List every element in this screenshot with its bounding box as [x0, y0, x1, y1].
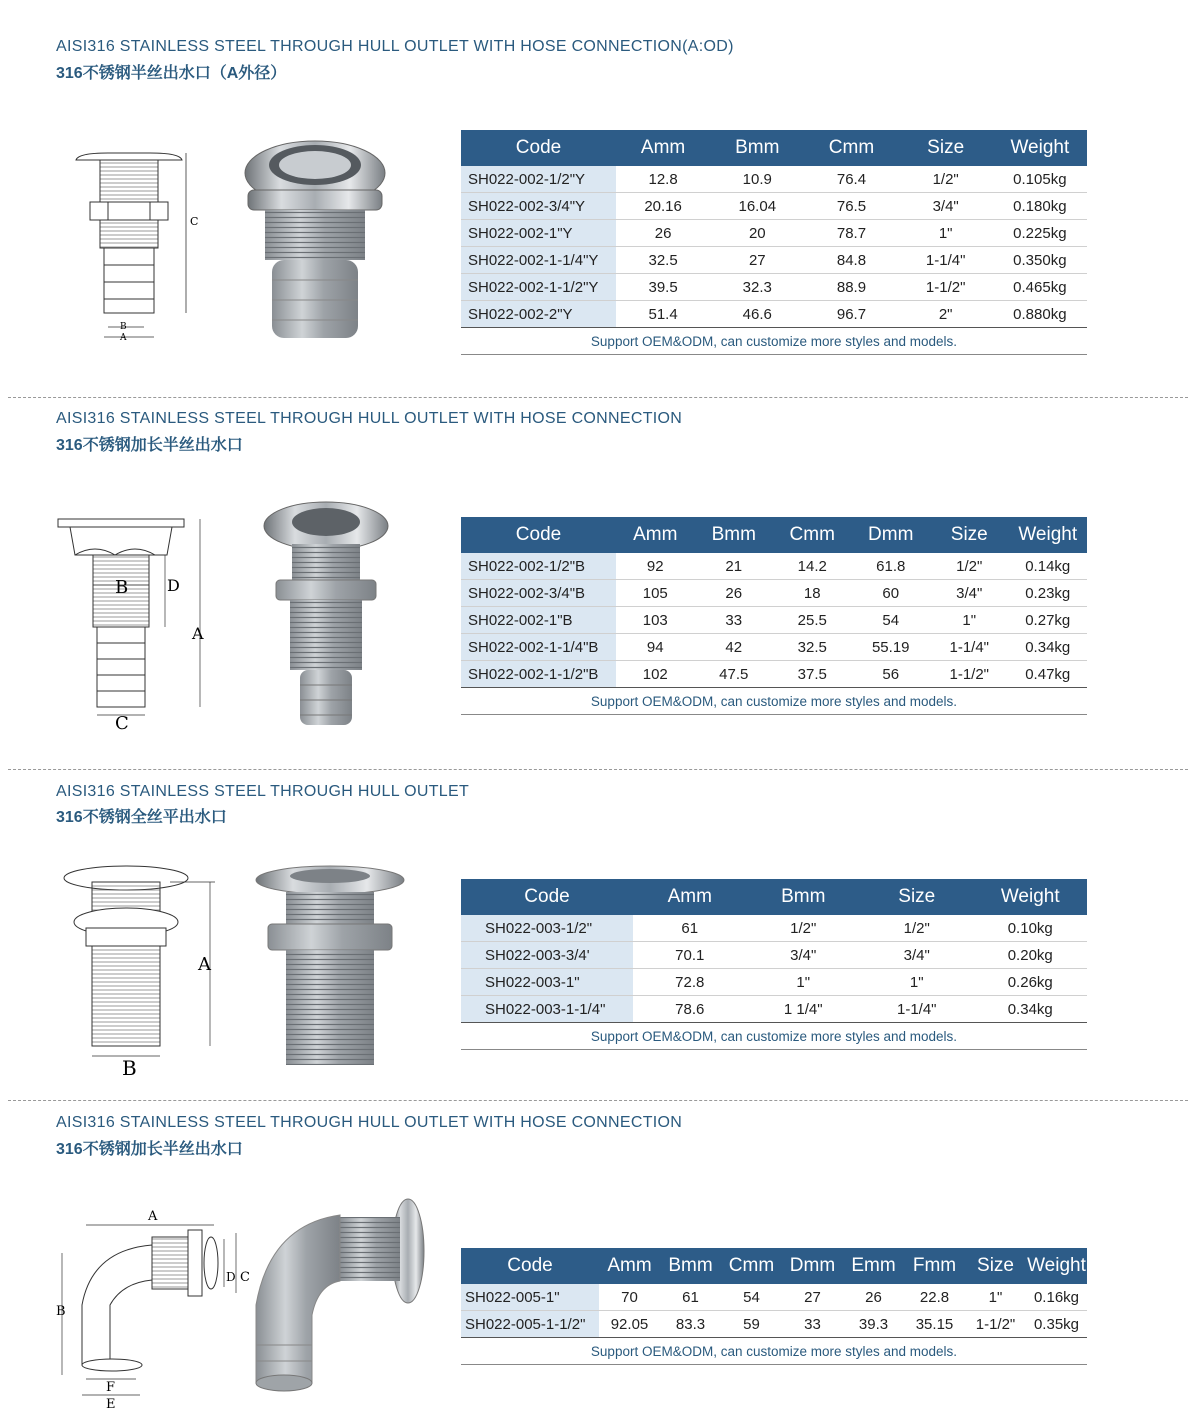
table-cell: 0.14kg	[1009, 553, 1088, 580]
table-cell: 32.5	[773, 634, 852, 661]
table-cell: 0.880kg	[993, 301, 1087, 328]
table-cell-code: SH022-002-2"Y	[461, 301, 616, 328]
table-header: Dmm	[782, 1248, 843, 1284]
table-cell-code: SH022-003-1/2"	[461, 915, 633, 942]
table-cell: 3/4"	[930, 580, 1009, 607]
table-cell: 78.7	[804, 220, 898, 247]
table-cell: 61	[633, 915, 747, 942]
table-cell: 1"	[965, 1284, 1026, 1311]
table-cell: 61	[660, 1284, 721, 1311]
table-header: Code	[461, 517, 616, 553]
table-header: Amm	[616, 517, 695, 553]
table-cell: 1/2"	[930, 553, 1009, 580]
table-cell: 27	[782, 1284, 843, 1311]
table-cell: 3/4"	[899, 193, 993, 220]
table-cell: 33	[695, 607, 774, 634]
table-cell: 0.225kg	[993, 220, 1087, 247]
table-header: Amm	[616, 130, 710, 166]
table-row	[461, 553, 1087, 580]
table-row	[461, 193, 1087, 220]
table-cell: 22.8	[904, 1284, 965, 1311]
table-row	[461, 607, 1087, 634]
table-cell-code: SH022-002-1/2"B	[461, 553, 616, 580]
table-cell-code: SH022-003-3/4'	[461, 942, 633, 969]
table-cell: 0.47kg	[1009, 661, 1088, 688]
drawing-label-d: D	[167, 576, 180, 595]
table-cell: 54	[852, 607, 931, 634]
oem-note: Support OEM&ODM, can customize more styles and models.	[461, 1338, 1087, 1365]
table-header: Weight	[1009, 517, 1088, 553]
table-cell: 55.19	[852, 634, 931, 661]
drawing-label-e: E	[106, 1397, 116, 1412]
section-1-title-en: AISI316 STAINLESS STEEL THROUGH HULL OUTLET WITH HOSE CONNECTION(A:OD)	[56, 38, 734, 55]
table-cell: 39.3	[843, 1311, 904, 1338]
section-1-title-cn: 316不锈钢半丝出水口（A外径）	[56, 65, 287, 82]
table-header: Size	[965, 1248, 1026, 1284]
table-cell: 26	[616, 220, 710, 247]
table-cell: 59	[721, 1311, 782, 1338]
table-header: Code	[461, 879, 633, 915]
table-cell: 35.15	[904, 1311, 965, 1338]
table-cell: 83.3	[660, 1311, 721, 1338]
table-cell: 37.5	[773, 661, 852, 688]
section-1-technical-drawing	[68, 145, 208, 345]
table-row	[461, 915, 1087, 942]
table-header: Cmm	[804, 130, 898, 166]
table-cell: 1/2"	[860, 915, 974, 942]
table-cell: 88.9	[804, 274, 898, 301]
section-4-technical-drawing	[52, 1205, 257, 1415]
section-divider	[8, 769, 1188, 770]
section-4-title-cn: 316不锈钢加长半丝出水口	[56, 1141, 243, 1158]
table-cell: 16.04	[710, 193, 804, 220]
table-header: Weight	[974, 879, 1088, 915]
table-cell: 0.16kg	[1026, 1284, 1087, 1311]
table-cell: 3/4"	[747, 942, 861, 969]
table-cell: 20	[710, 220, 804, 247]
section-1-spec-table	[461, 130, 1087, 355]
table-header: Bmm	[747, 879, 861, 915]
table-cell: 76.5	[804, 193, 898, 220]
table-cell: 70	[599, 1284, 660, 1311]
section-2-title-cn: 316不锈钢加长半丝出水口	[56, 437, 243, 454]
table-cell: 25.5	[773, 607, 852, 634]
table-cell: 76.4	[804, 166, 898, 193]
table-header: Fmm	[904, 1248, 965, 1284]
table-cell-code: SH022-005-1"	[461, 1284, 599, 1311]
table-cell: 20.16	[616, 193, 710, 220]
table-cell: 1"	[899, 220, 993, 247]
table-cell: 0.180kg	[993, 193, 1087, 220]
table-cell: 0.26kg	[974, 969, 1088, 996]
oem-note: Support OEM&ODM, can customize more styles and models.	[461, 1023, 1087, 1050]
table-cell-code: SH022-005-1-1/2"	[461, 1311, 599, 1338]
table-cell: 0.34kg	[1009, 634, 1088, 661]
section-2-title-en: AISI316 STAINLESS STEEL THROUGH HULL OUTLET WITH HOSE CONNECTION	[56, 410, 683, 427]
table-cell: 1-1/2"	[965, 1311, 1026, 1338]
table-header: Emm	[843, 1248, 904, 1284]
table-row	[461, 634, 1087, 661]
section-4-product-photo	[240, 1195, 440, 1395]
table-cell: 14.2	[773, 553, 852, 580]
section-2-product-photo	[258, 500, 398, 730]
table-cell: 39.5	[616, 274, 710, 301]
table-cell: 2"	[899, 301, 993, 328]
section-4-title-en: AISI316 STAINLESS STEEL THROUGH HULL OUTLET WITH HOSE CONNECTION	[56, 1114, 683, 1131]
table-header: Code	[461, 130, 616, 166]
table-cell: 0.10kg	[974, 915, 1088, 942]
table-header: Weight	[1026, 1248, 1087, 1284]
table-cell: 1-1/4"	[899, 247, 993, 274]
table-cell: 1/2"	[747, 915, 861, 942]
table-row	[461, 969, 1087, 996]
drawing-label-a: A	[192, 624, 204, 643]
table-row	[461, 247, 1087, 274]
section-4-spec-table	[461, 1248, 1087, 1365]
table-cell: 0.350kg	[993, 247, 1087, 274]
drawing-label-f: F	[106, 1380, 116, 1395]
table-row	[461, 661, 1087, 688]
table-row	[461, 580, 1087, 607]
table-cell: 0.105kg	[993, 166, 1087, 193]
table-cell: 94	[616, 634, 695, 661]
table-cell: 105	[616, 580, 695, 607]
table-header: Bmm	[710, 130, 804, 166]
table-header: Amm	[633, 879, 747, 915]
table-header: Size	[930, 517, 1009, 553]
table-row	[461, 996, 1087, 1023]
table-cell: 26	[695, 580, 774, 607]
table-row	[461, 1284, 1087, 1311]
drawing-label-b: B	[120, 322, 127, 332]
table-header: Weight	[993, 130, 1087, 166]
table-header: Bmm	[660, 1248, 721, 1284]
table-cell: 46.6	[710, 301, 804, 328]
table-cell: 102	[616, 661, 695, 688]
table-cell: 96.7	[804, 301, 898, 328]
table-cell: 3/4"	[860, 942, 974, 969]
table-cell: 18	[773, 580, 852, 607]
table-cell: 0.27kg	[1009, 607, 1088, 634]
table-cell: 0.35kg	[1026, 1311, 1087, 1338]
table-cell: 60	[852, 580, 931, 607]
table-cell: 1-1/4"	[930, 634, 1009, 661]
table-cell: 12.8	[616, 166, 710, 193]
table-header: Size	[860, 879, 974, 915]
table-cell: 0.465kg	[993, 274, 1087, 301]
table-cell: 84.8	[804, 247, 898, 274]
oem-note: Support OEM&ODM, can customize more styles and models.	[461, 328, 1087, 355]
oem-note: Support OEM&ODM, can customize more styles and models.	[461, 688, 1087, 715]
table-cell: 0.23kg	[1009, 580, 1088, 607]
table-cell: 72.8	[633, 969, 747, 996]
table-cell-code: SH022-002-1-1/2"Y	[461, 274, 616, 301]
section-3-spec-table	[461, 879, 1087, 1050]
table-cell: 0.34kg	[974, 996, 1088, 1023]
table-header: Amm	[599, 1248, 660, 1284]
table-cell: 56	[852, 661, 931, 688]
table-cell: 27	[710, 247, 804, 274]
table-cell-code: SH022-002-3/4"Y	[461, 193, 616, 220]
table-cell: 51.4	[616, 301, 710, 328]
table-header: Cmm	[773, 517, 852, 553]
table-row	[461, 220, 1087, 247]
table-header: Dmm	[852, 517, 931, 553]
table-cell-code: SH022-003-1"	[461, 969, 633, 996]
table-row	[461, 301, 1087, 328]
section-2-spec-table	[461, 517, 1087, 715]
table-cell-code: SH022-002-1-1/4"Y	[461, 247, 616, 274]
table-cell: 78.6	[633, 996, 747, 1023]
table-cell-code: SH022-002-1"B	[461, 607, 616, 634]
drawing-label-c: C	[115, 713, 129, 734]
table-cell: 70.1	[633, 942, 747, 969]
table-cell: 21	[695, 553, 774, 580]
table-cell: 92	[616, 553, 695, 580]
table-cell: 26	[843, 1284, 904, 1311]
section-divider	[8, 1100, 1188, 1101]
table-header: Code	[461, 1248, 599, 1284]
table-header: Cmm	[721, 1248, 782, 1284]
table-header: Size	[899, 130, 993, 166]
table-cell: 1"	[747, 969, 861, 996]
table-cell: 0.20kg	[974, 942, 1088, 969]
table-cell: 42	[695, 634, 774, 661]
table-cell: 10.9	[710, 166, 804, 193]
table-cell: 1-1/2"	[930, 661, 1009, 688]
table-cell: 54	[721, 1284, 782, 1311]
drawing-label-c: C	[240, 1270, 250, 1285]
table-row	[461, 274, 1087, 301]
table-cell: 1/2"	[899, 166, 993, 193]
drawing-label-d: D	[226, 1270, 236, 1284]
section-divider	[8, 397, 1188, 398]
drawing-label-b: B	[115, 577, 129, 598]
section-3-product-photo	[252, 862, 412, 1072]
table-row	[461, 942, 1087, 969]
table-cell-code: SH022-002-1"Y	[461, 220, 616, 247]
drawing-label-c: C	[190, 215, 199, 228]
table-cell: 92.05	[599, 1311, 660, 1338]
table-cell-code: SH022-002-1/2"Y	[461, 166, 616, 193]
table-cell: 33	[782, 1311, 843, 1338]
table-cell: 1 1/4"	[747, 996, 861, 1023]
table-cell: 32.5	[616, 247, 710, 274]
table-cell: 1-1/4"	[860, 996, 974, 1023]
section-2-technical-drawing	[55, 515, 215, 735]
table-cell: 61.8	[852, 553, 931, 580]
table-cell: 32.3	[710, 274, 804, 301]
section-3-technical-drawing	[60, 860, 220, 1085]
section-1-product-photo	[240, 135, 390, 345]
table-cell: 1"	[930, 607, 1009, 634]
section-3-title-en: AISI316 STAINLESS STEEL THROUGH HULL OUTLET	[56, 783, 470, 800]
table-row	[461, 1311, 1087, 1338]
drawing-label-b: B	[122, 1056, 137, 1080]
table-cell: 103	[616, 607, 695, 634]
table-cell-code: SH022-002-1-1/4"B	[461, 634, 616, 661]
table-row	[461, 166, 1087, 193]
table-cell: 1"	[860, 969, 974, 996]
table-cell: 1-1/2"	[899, 274, 993, 301]
drawing-label-a: A	[148, 1209, 158, 1224]
drawing-label-a: A	[198, 954, 211, 975]
table-cell-code: SH022-002-3/4"B	[461, 580, 616, 607]
table-cell-code: SH022-003-1-1/4"	[461, 996, 633, 1023]
drawing-label-a: A	[120, 333, 127, 343]
drawing-label-b: B	[56, 1304, 66, 1319]
table-header: Bmm	[695, 517, 774, 553]
section-3-title-cn: 316不锈钢全丝平出水口	[56, 809, 227, 826]
table-cell-code: SH022-002-1-1/2"B	[461, 661, 616, 688]
table-cell: 47.5	[695, 661, 774, 688]
